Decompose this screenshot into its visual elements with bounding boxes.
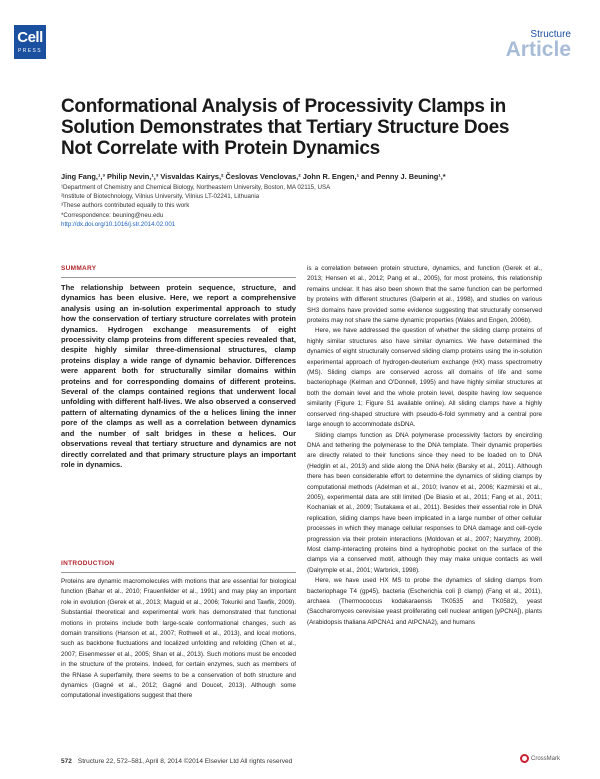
affiliation-2: ²Institute of Biotechnology, Vilnius University, Vilnius LT-02241, Lithuania	[61, 193, 260, 201]
affiliation-3: ³These authors contributed equally to this work	[61, 202, 190, 210]
crossmark-label: CrossMark	[530, 756, 560, 763]
correspondence[interactable]: *Correspondence: beuning@neu.edu	[61, 211, 164, 219]
right-column	[307, 264, 542, 628]
intro-rule	[61, 572, 296, 573]
summary-heading: SUMMARY	[61, 265, 97, 272]
doi-link[interactable]: http://dx.doi.org/10.1016/j.str.2014.02.001	[61, 220, 176, 228]
author-list: Jing Fang,¹,³ Philip Nevin,¹,³ Visvaldas Kairys,² Česlovas Venclovas,² John R. Engen,¹ and Penny J. Beuning¹,*	[61, 172, 446, 181]
page-number: 572	[61, 758, 72, 765]
right-paragraph-3: Sliding clamps function as DNA polymerase processivity factors by encircling DNA and tethering the polymerase to the DNA template. Their dynamic properties are directly related to their functions since they need to be loaded on to DNA (Hedglin et al., 2013) and slide along the DNA helix (Barsky et al., 2011). Although there has been considerable effort to determine the dynamics of sliding clamps by computational methods (Adelman et al., 2010; Ivanov et al., 2006; Kazmirski et al., 2005), experimental data are still limited (De Biasio et al., 2011; Fang et al., 2011; Kochaniak et al., 2009; Tsutakawa et al., 2011). Besides their essential role in DNA replication, sliding clamps have been implicated in a large number of other cellular processes in which they manage cellular responses to DNA damage and cell-cycle progression via their protein interactions (Moldovan et al., 2007; Naryzhny, 2008). Most clamp-interacting proteins bind a hydrophobic pocket on the surface of the clamps via a conserved motif, although they may make unique contacts as well (Dalrymple et al., 2001; Warbrick, 1998).	[307, 431, 542, 574]
paper-title: Conformational Analysis of Processivity Clamps in Solution Demonstrates that Tertiary Structure Does Not Correlate with Protein Dynamics	[61, 96, 510, 159]
right-paragraph-4: Here, we have used HX MS to probe the dynamics of sliding clamps from bacteriophage T4 (gp45), bacteria (Escherichia coli β clamp) (Fang et al., 2011), archaea (Thermococcus kodakaraensis TK0535 and TK0582), yeast (Saccharomyces cerevisiae yeast proliferating cell nuclear antigen [yPCNA]), plants (Arabidopsis thaliana AtPCNA1 and AtPCNA2), and humans	[307, 577, 542, 626]
article-type: Article	[505, 38, 571, 61]
citation: Structure 22, 572–581, April 8, 2014 ©2014 Elsevier Ltd All rights reserved	[77, 758, 293, 765]
summary-rule	[61, 277, 296, 278]
intro-heading: INTRODUCTION	[61, 560, 115, 567]
logo-sub: PRESS	[18, 48, 42, 54]
affiliation-1: ¹Department of Chemistry and Chemical Biology, Northeastern University, Boston, MA 02115, USA	[61, 184, 331, 191]
right-paragraph-1: is a correlation between protein structure, dynamics, and function (Gerek et al., 2013; Hensen et al., 2012; Pang et al., 2005), for most proteins, this relationship remains unclear. It has also been shown that the same function can be performed by proteins with different structures (Galperin et al., 1998), and studies on various SH3 domains have provided some evidence suggesting that structurally conserved proteins may not share the same dynamic properties (Wales and Engen, 2006b).	[307, 265, 542, 325]
crossmark-icon	[520, 754, 529, 763]
summary-text: The relationship between protein sequence, structure, and dynamics has been elusive. Here, we report a comprehensive analysis using an in-solution experimental approach to study how the conservation of tertiary structure correlates with protein dynamics. Hydrogen exchange measurements of eight processivity clamp proteins from different species revealed that, despite highly similar three-dimensional structures, clamp proteins display a wide range of dynamic behavior. Differences were apparent both for structurally similar domains within proteins and for corresponding domains of different proteins. Several of the clamps contained regions that underwent local unfolding with different half-lives. We also observed a conserved pattern of alternating dynamics of the α helices lining the inner pore of the clamps as well as a correlation between dynamics and the number of salt bridges in these α helices. Our observations reveal that tertiary structure and dynamics are not directly correlated and that primary structure plays an important role in dynamics.	[61, 283, 296, 469]
intro-column	[61, 577, 296, 702]
cell-press-logo	[14, 25, 46, 59]
page-footer	[61, 758, 292, 765]
journal-name: Structure	[530, 29, 571, 40]
crossmark-logo[interactable]	[520, 754, 560, 763]
right-paragraph-2: Here, we have addressed the question of whether the sliding clamp proteins of highly similar structures also have similar dynamics. We have determined the dynamics of eight structurally conserved sliding clamp proteins using the in-solution experimental approach of hydrogen-deuterium exchange (HX) mass spectrometry (MS). Sliding clamps are conserved across all domains of life and some bacteriophage (Kelman and O'Donnell, 1995) and have highly similar structures at both the domain level and the whole protein level, despite having low sequence similarity (Figure 1; Figure S1 available online). All sliding clamps have a highly conserved ring-shaped structure with pseudo-6-fold symmetry and a central pore large enough to accommodate dsDNA.	[307, 327, 542, 429]
logo-text: Cell	[17, 29, 43, 46]
intro-paragraph: Proteins are dynamic macromolecules with motions that are essential for biological function (Bahar et al., 2010; Frauenfelder et al., 1991) and may play an important role in evolution (Gerek et al., 2013; Maguid et al., 2006; Tokuriki and Tawfik, 2009). Substantial theoretical and experimental work has demonstrated that functional motions in proteins include both large-scale conformational changes, such as domain transitions (Hanson et al., 2007; Rothwell et al., 2013), and local motions, such as backbone fluctuations and localized unfolding and refolding (Chen et al., 2007; Eisenmesser et al., 2005; Shan et al., 2013). Such motions must be encoded in the structure of the proteins. Indeed, for certain enzymes, such as members of the RNase A superfamily, there seems to be a conservation of both structure and dynamics (Gagné et al., 2012; Gagné and Doucet, 2013). Although some computational investigations suggest that there	[61, 578, 296, 700]
affiliations	[61, 183, 330, 229]
